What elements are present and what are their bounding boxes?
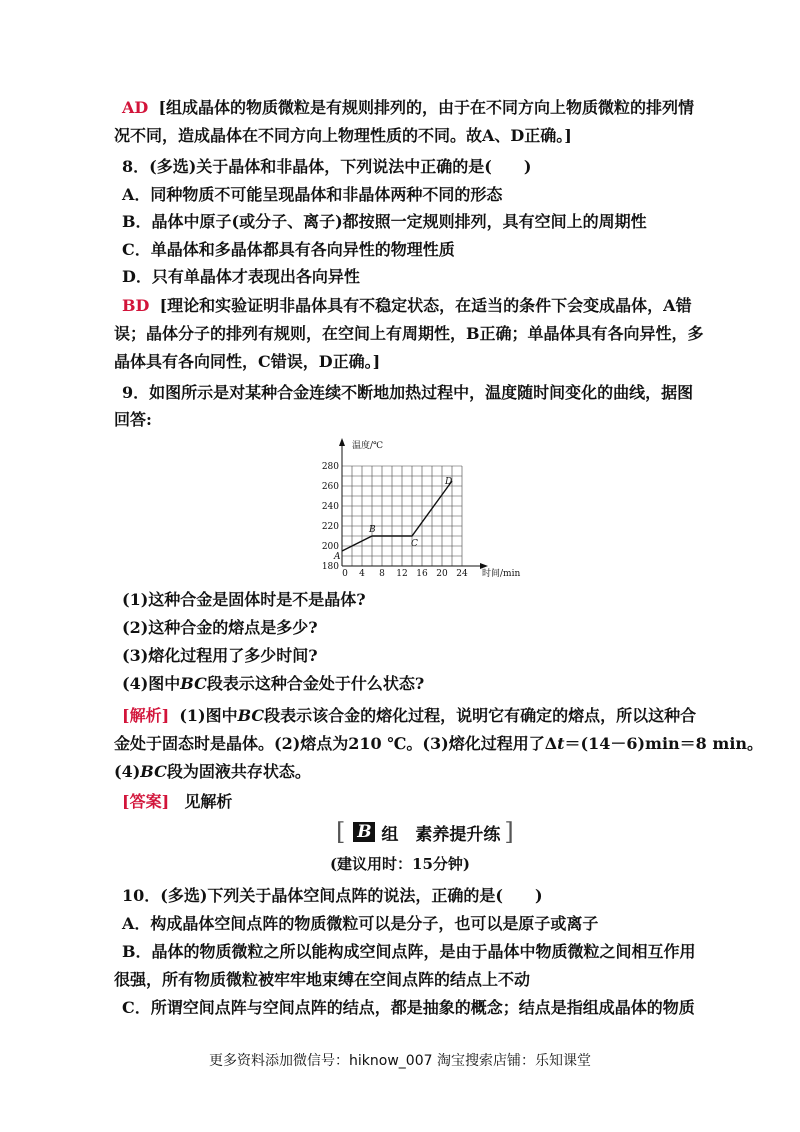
q9-analysis-line2 — [114, 734, 763, 754]
q9-analysis-line3 — [114, 762, 311, 782]
x-axis-title: 时间/min — [482, 569, 521, 579]
x-tick-label: 16 — [416, 569, 428, 579]
q8-answer-tag: BD — [122, 296, 150, 315]
footer-contact: 更多资料添加微信号：hiknow_007 淘宝搜索店铺：乐知课堂 — [209, 1053, 591, 1069]
point-label: D — [445, 477, 453, 487]
q8-option-c: C．单晶体和多晶体都具有各向异性的物理性质 — [122, 240, 455, 259]
q9-sub4 — [122, 674, 424, 694]
x-tick-label: 0 — [342, 569, 348, 579]
q9-analysis-line1 — [122, 706, 696, 726]
y-tick-label: 240 — [321, 502, 339, 512]
q7-answer-tag: AD — [122, 98, 149, 117]
q9-sub4-prefix: (4)图中 — [122, 674, 181, 693]
y-tick-label: 280 — [321, 462, 339, 472]
section-b-letter: B — [353, 822, 375, 842]
q9-analysis-1a: (1)图中 — [179, 706, 238, 725]
point-label: C — [411, 539, 418, 549]
q7-answer-line2: 况不同，造成晶体在不同方向上物理性质的不同。故A、D正确。] — [114, 126, 572, 145]
q9-stem-line2: 回答: — [114, 410, 152, 429]
q10-option-b-line1: B．晶体的物质微粒之所以能构成空间点阵，是由于晶体中物质微粒之间相互作用 — [122, 942, 696, 961]
temperature-time-chart — [310, 432, 530, 582]
q9-analysis-3it: BC — [140, 762, 167, 781]
q9-analysis-1it: BC — [237, 706, 265, 725]
x-tick-label: 8 — [379, 569, 385, 579]
y-tick-label: 220 — [321, 522, 339, 532]
x-tick-label: 4 — [359, 569, 365, 579]
point-label: B — [369, 525, 376, 535]
q10-option-c-line1: C．所谓空间点阵与空间点阵的结点，都是抽象的概念；结点是指组成晶体的物质 — [122, 998, 695, 1017]
section-b-title: 组 素养提升练 — [381, 824, 501, 845]
q9-answer-text: 见解析 — [184, 792, 233, 811]
q8-option-d: D．只有单晶体才表现出各向异性 — [122, 267, 360, 286]
q9-analysis-1b: 段表示该合金的熔化过程，说明它有确定的熔点，所以这种合 — [264, 706, 697, 725]
q9-analysis-tag: [解析] — [122, 706, 170, 725]
q8-answer-line3: 晶体具有各向同性，C错误，D正确。] — [114, 352, 381, 371]
q10-option-a: A．构成晶体空间点阵的物质微粒可以是分子，也可以是原子或离子 — [122, 914, 599, 933]
right-bracket: ] — [504, 818, 514, 846]
q8-option-a: A．同种物质不可能呈现晶体和非晶体两种不同的形态 — [122, 185, 503, 204]
q7-answer-text1: [组成晶体的物质微粒是有规则排列的，由于在不同方向上物质微粒的排列情 — [158, 98, 695, 117]
q9-sub2: (2)这种合金的熔点是多少? — [122, 618, 318, 637]
q9-sub3: (3)熔化过程用了多少时间? — [122, 646, 318, 665]
q9-sub1: (1)这种合金是固体时是不是晶体? — [122, 590, 366, 609]
y-axis-arrow — [339, 438, 345, 446]
q9-analysis-2a: 金处于固态时是晶体。(2)熔点为210 ℃。(3)熔化过程用了Δ — [114, 734, 558, 753]
q9-analysis-3a: (4) — [114, 762, 141, 781]
section-b-header — [336, 818, 514, 846]
q10-option-b-line2: 很强，所有物质微粒被牢牢地束缚在空间点阵的结点上不动 — [114, 970, 531, 989]
q9-answer-line — [122, 792, 232, 812]
q9-analysis-3b: 段为固液共存状态。 — [166, 762, 311, 781]
point-label: A — [334, 552, 341, 562]
q7-answer-line1 — [122, 98, 694, 118]
q9-stem-line1: 9．如图所示是对某种合金连续不断地加热过程中，温度随时间变化的曲线，据图 — [122, 383, 694, 402]
q8-answer-line2: 误；晶体分子的排列有规则，在空间上有周期性，B正确；单晶体具有各向异性，多 — [114, 324, 704, 343]
x-tick-label: 12 — [396, 569, 408, 579]
left-bracket: [ — [336, 818, 346, 846]
q9-answer-tag: [答案] — [122, 792, 170, 811]
q8-stem: 8．(多选)关于晶体和非晶体，下列说法中正确的是( ) — [122, 157, 532, 176]
q9-sub4-bc: BC — [180, 674, 207, 693]
y-tick-label: 260 — [321, 482, 339, 492]
y-tick-label: 180 — [321, 562, 339, 572]
section-b-time-hint: (建议用时：15分钟) — [329, 855, 471, 873]
y-axis-title: 温度/℃ — [352, 441, 384, 451]
x-tick-label: 20 — [436, 569, 448, 579]
x-tick-label: 24 — [456, 569, 468, 579]
q8-answer-line1 — [122, 296, 692, 316]
q8-option-b: B．晶体中原子(或分子、离子)都按照一定规则排列，具有空间上的周期性 — [122, 212, 647, 231]
q8-answer-text1: [理论和实验证明非晶体具有不稳定状态，在适当的条件下会变成晶体，A错 — [159, 296, 692, 315]
q9-analysis-2it: t — [557, 734, 565, 753]
q9-sub4-suffix: 段表示这种合金处于什么状态? — [206, 674, 425, 693]
q10-stem: 10．(多选)下列关于晶体空间点阵的说法，正确的是( ) — [122, 886, 543, 905]
y-tick-label: 200 — [321, 542, 339, 552]
q9-analysis-2b: ＝(14－6)min＝8 min。 — [564, 734, 764, 753]
